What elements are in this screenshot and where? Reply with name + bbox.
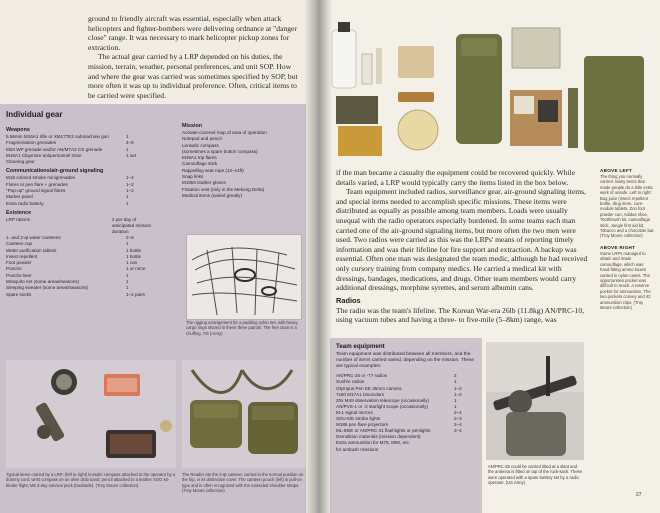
side-note-1-head: ABOVE LEFT xyxy=(600,168,633,173)
book-gutter-shadow xyxy=(304,0,332,513)
item-quantity: 2–4 xyxy=(454,409,462,415)
item-quantity: 1–4 xyxy=(126,175,134,181)
item-quantity: 1 xyxy=(454,397,457,403)
intro-paragraph-1: ground to friendly aircraft was essential, especially when attack helicopters and fighter-bombers were delivering ordnance at "danger close" range. It was necessary to mark helicopter pickup zones for extraction. xyxy=(88,14,297,52)
item-name: Demolition materials (mission dependent) xyxy=(336,434,421,440)
item-quantity: 1–2 xyxy=(126,181,134,187)
item-quantity: 1 set xyxy=(126,152,136,158)
canteen-pouch-caption: The Reader ate the 2-qt canteen carried in the normal position on the hip, in its distinctive cover. The canteen pouch (left) is pull-on type and is often recognized with the extended shoulder straps. (Troy Moore collection) xyxy=(182,472,304,494)
item-name: Foot powder xyxy=(6,260,32,266)
item-name: Poncho liner xyxy=(6,272,32,278)
right-paragraph-1: if the man became a casualty the equipment could be recovered quickly. While details varied, a LRP would typically carry the items listed in the box below. xyxy=(336,168,576,187)
compass-items-image xyxy=(6,360,176,468)
item-quantity: 1–2 xyxy=(126,188,134,194)
item-name: M186 pen flare projectors xyxy=(336,422,389,428)
net-rigging-caption: The rigging arrangement for a padding nylon net, with heavy cargo rings shared in these three patrols. The free chair is a chuffing. 7/6 (Army) xyxy=(186,320,298,336)
item-quantity: 2–3 xyxy=(454,416,462,422)
compass-photo xyxy=(6,360,176,468)
item-quantity: 1 xyxy=(126,285,129,291)
left-page xyxy=(0,0,318,513)
item-name: Water purification tablets xyxy=(6,247,57,253)
right-paragraph-2: Team equipment included radios, surveillance gear, air-ground signaling items, and special items needed to accomplish specific missions. These items were distributed as equally as possible among team members. Loads were usually unequal with the radio operators especially burdened. In some teams each man carried one of the air-ground signaling items, but more often the two men were used. Two radios were carried as this was the LRPs' means of reporting timely information and was their lifeline for fire support and extraction. A backup was essential. Often one man was designated the team medic, although he had received only cursory training from company medics. He carried a medical kit with dressings, bandages, medications, and drugs. Other team members would carry additional dressings, morphine syrettes, and serum albumin cans. xyxy=(336,187,588,293)
item-name: Cleaning gear xyxy=(6,159,35,165)
item-name: Lensatic compass xyxy=(182,142,219,148)
radios-heading: Radios xyxy=(336,295,361,305)
item-quantity xyxy=(126,159,154,165)
item-name: Poncho xyxy=(6,266,22,272)
item-name: Olympus Pen EE 35mm camera xyxy=(336,385,402,391)
item-name: for ambush missions xyxy=(336,446,379,452)
side-note-2-head: ABOVE RIGHT xyxy=(600,244,636,250)
item-name: M34 WP grenade and/or AN/M7A2 CS grenade xyxy=(6,146,103,152)
item-quantity: 1 xyxy=(126,272,129,278)
item-name: Spare socks xyxy=(6,291,32,297)
item-quantity: 1 or none xyxy=(126,266,146,272)
item-name: Sleeping sweater (some areas/seasons) xyxy=(6,285,88,291)
radios-paragraph: The radio was the team's lifeline. The Korean War-era 26lb (11.8kg) AN/PRC-10, using vacuum tubes and having a three- to five-mile (5–8km) range, was xyxy=(336,305,585,325)
item-name: LRP rations xyxy=(6,216,30,222)
item-name: Rappelling seat rope (12–14ft) xyxy=(182,167,244,173)
gear-section-heading: Mission xyxy=(182,123,203,129)
item-name: Canteen cup xyxy=(6,241,33,247)
left-intro-text xyxy=(88,14,302,100)
item-name: Sunfire radios xyxy=(336,379,365,385)
gear-section-heading: Communications/air-ground signaling xyxy=(6,168,104,175)
item-name: Fragmentation grenades xyxy=(6,140,57,146)
item-name: M18A1 Claymore antipersonnel mine xyxy=(6,152,82,158)
item-name: AN/PVS-1 or -2 starlight scope (occasionally) xyxy=(336,403,428,409)
item-name: Notepad and pencil xyxy=(182,136,222,142)
item-quantity: 1 bottle xyxy=(126,247,142,253)
item-name: ML-59/E or AN/PRC-41 flashlights or penlights xyxy=(336,428,431,434)
photo-side-notes xyxy=(600,168,655,316)
item-quantity: 1–2 pairs xyxy=(126,291,145,297)
item-quantity: 1 xyxy=(126,241,129,247)
list-item xyxy=(6,292,154,298)
item-name: 1- and 2-qt water canteens xyxy=(6,234,61,240)
item-quantity: 2–4 xyxy=(454,428,462,434)
item-name: Extra radio battery xyxy=(6,200,44,206)
item-name: "Pop-up" ground signal flares xyxy=(6,188,66,194)
item-quantity: 1 xyxy=(126,134,129,139)
item-quantity: 1 can xyxy=(126,260,138,266)
side-note-1-text: The thing you normally carried. Many items that made people do a little extra work of unsafe. Left to right: Bug juice (insect repellent bottle, drug store, cure-module tablets, Zoo foot powder can, Adidas shoe, Toothbrush kit, camouflage stick, Jungle first aid kit, Tobacco and a chocolate bar. (Troy Moore collection) xyxy=(600,174,655,239)
item-name: Extra ammunition for M79, M60, etc. xyxy=(336,440,411,446)
item-name: Flares or pen flare + grenades xyxy=(6,181,68,187)
list-item xyxy=(6,217,154,235)
net-rigging-image xyxy=(187,235,301,319)
item-quantity: 1 xyxy=(126,146,129,152)
list-item xyxy=(6,159,154,165)
gear-left-column xyxy=(6,124,154,298)
radio-operator-caption: AN/PRC-25 could be carried tilted at a slant and the antenna is fitted on top of the ruck-sack. These were operated with a spare battery set by a radio operator. (US Army) xyxy=(488,464,582,486)
item-quantity: 1–2 xyxy=(454,391,462,397)
intro-paragraph-2: The actual gear carried by a LRP depended on his duties, the mission, terrain, weather, personal preferences, and unit SOP. How and where the gear was carried was sometimes specified by SOP, but more often it was up to individual preference. Often, critical items to be carried were specified. xyxy=(88,52,298,100)
item-name: 20x M49 observation telescope (occasionally) xyxy=(336,397,429,403)
list-item xyxy=(336,447,476,453)
ammo-pouch-photo xyxy=(584,56,644,152)
item-quantity: 1 xyxy=(454,379,457,385)
right-body-text xyxy=(336,168,590,325)
item-name: AN/PRC-25 or -77 radios xyxy=(336,373,388,379)
item-quantity: 4–6 xyxy=(126,140,134,146)
individual-gear-panel xyxy=(0,104,306,513)
item-name: Flotation vest (only in the Mekong Delta) xyxy=(182,186,265,192)
survival-items-photo xyxy=(328,8,578,162)
gear-section-heading: Existence xyxy=(6,209,32,216)
item-name: M49A1 trip flares xyxy=(182,155,217,161)
team-equipment-title: Team equipment xyxy=(336,343,385,350)
side-note-2-text: Some LRPs managed to obtain and retain camouflage, which was hand-fitting ammo boxes carried in nylon cases. The opportunities pocket was difficult to reach. A reserve pocket for ammunition. The two pockets convey and 42 ammunition clips. (Troy Moore collection) xyxy=(600,250,651,310)
item-quantity: 1 xyxy=(126,279,129,285)
item-name: M1950 leather gloves xyxy=(182,180,226,186)
radio-operator-photo xyxy=(486,342,584,460)
radio-operator-image xyxy=(486,342,584,460)
item-name: (sometimes a spare button compass) xyxy=(182,148,258,154)
list-item xyxy=(182,193,302,199)
item-name: Medical items (varied greatly) xyxy=(182,192,242,198)
item-name: Marker panel xyxy=(6,194,33,200)
item-name: M18 colored smoke minigrenades xyxy=(6,175,75,181)
item-quantity: 1 xyxy=(454,403,457,409)
item-quantity: 1 xyxy=(126,200,129,206)
survival-items-image xyxy=(328,8,578,162)
canteen-pouch-image xyxy=(182,360,306,468)
item-name: Insect repellent xyxy=(6,253,38,259)
team-equipment-intro: Team equipment was distributed between all members, and the number of items carried varied, depending on the mission. These are typical examples: xyxy=(336,352,475,369)
item-name: Snap links xyxy=(182,174,204,180)
compass-caption: Typical items carried by a LRP: (left to right) lensatic compass attached to the operator by a dummy cord; wrist compass on an olive drab band; pencil attached to a leather SOG kit-binder flight; M6 3-day survival pack (backside). (Troy Moore collection) xyxy=(6,472,176,488)
page-number: 27 xyxy=(636,492,642,498)
item-quantity: 2–6 xyxy=(126,234,134,240)
canteen-pouch-photo xyxy=(182,360,306,468)
gear-section-heading: Weapons xyxy=(6,127,30,133)
item-quantity: 1 bottle xyxy=(126,253,142,259)
item-name: SDU-5/E strobe lights xyxy=(336,416,381,422)
item-name: 5.56mm M16A1 rifle or XM177E2 submachine gun xyxy=(6,134,109,139)
list-item xyxy=(6,201,154,207)
item-name: Mosquito net (some areas/seasons) xyxy=(6,279,80,285)
item-quantity xyxy=(454,447,476,453)
net-rigging-photo xyxy=(186,234,302,320)
item-quantity: 2 per day of anticipated mission duration xyxy=(112,216,152,234)
team-equipment-list xyxy=(330,373,482,452)
item-quantity: 1–2 xyxy=(454,385,462,391)
item-name: Camouflage stick xyxy=(182,161,218,167)
item-quantity: 1 xyxy=(126,194,129,200)
item-quantity: 2 xyxy=(454,373,457,379)
item-name: M-1 signal mirrors xyxy=(336,409,373,415)
team-equipment-panel xyxy=(330,338,482,513)
gear-right-column xyxy=(182,120,302,199)
item-quantity: 2–4 xyxy=(454,422,462,428)
gear-panel-title: Individual gear xyxy=(6,110,63,119)
item-name: Acetate-covered map of area of operation xyxy=(182,130,267,135)
item-name: 7x50 M17A1 binoculars xyxy=(336,391,385,397)
